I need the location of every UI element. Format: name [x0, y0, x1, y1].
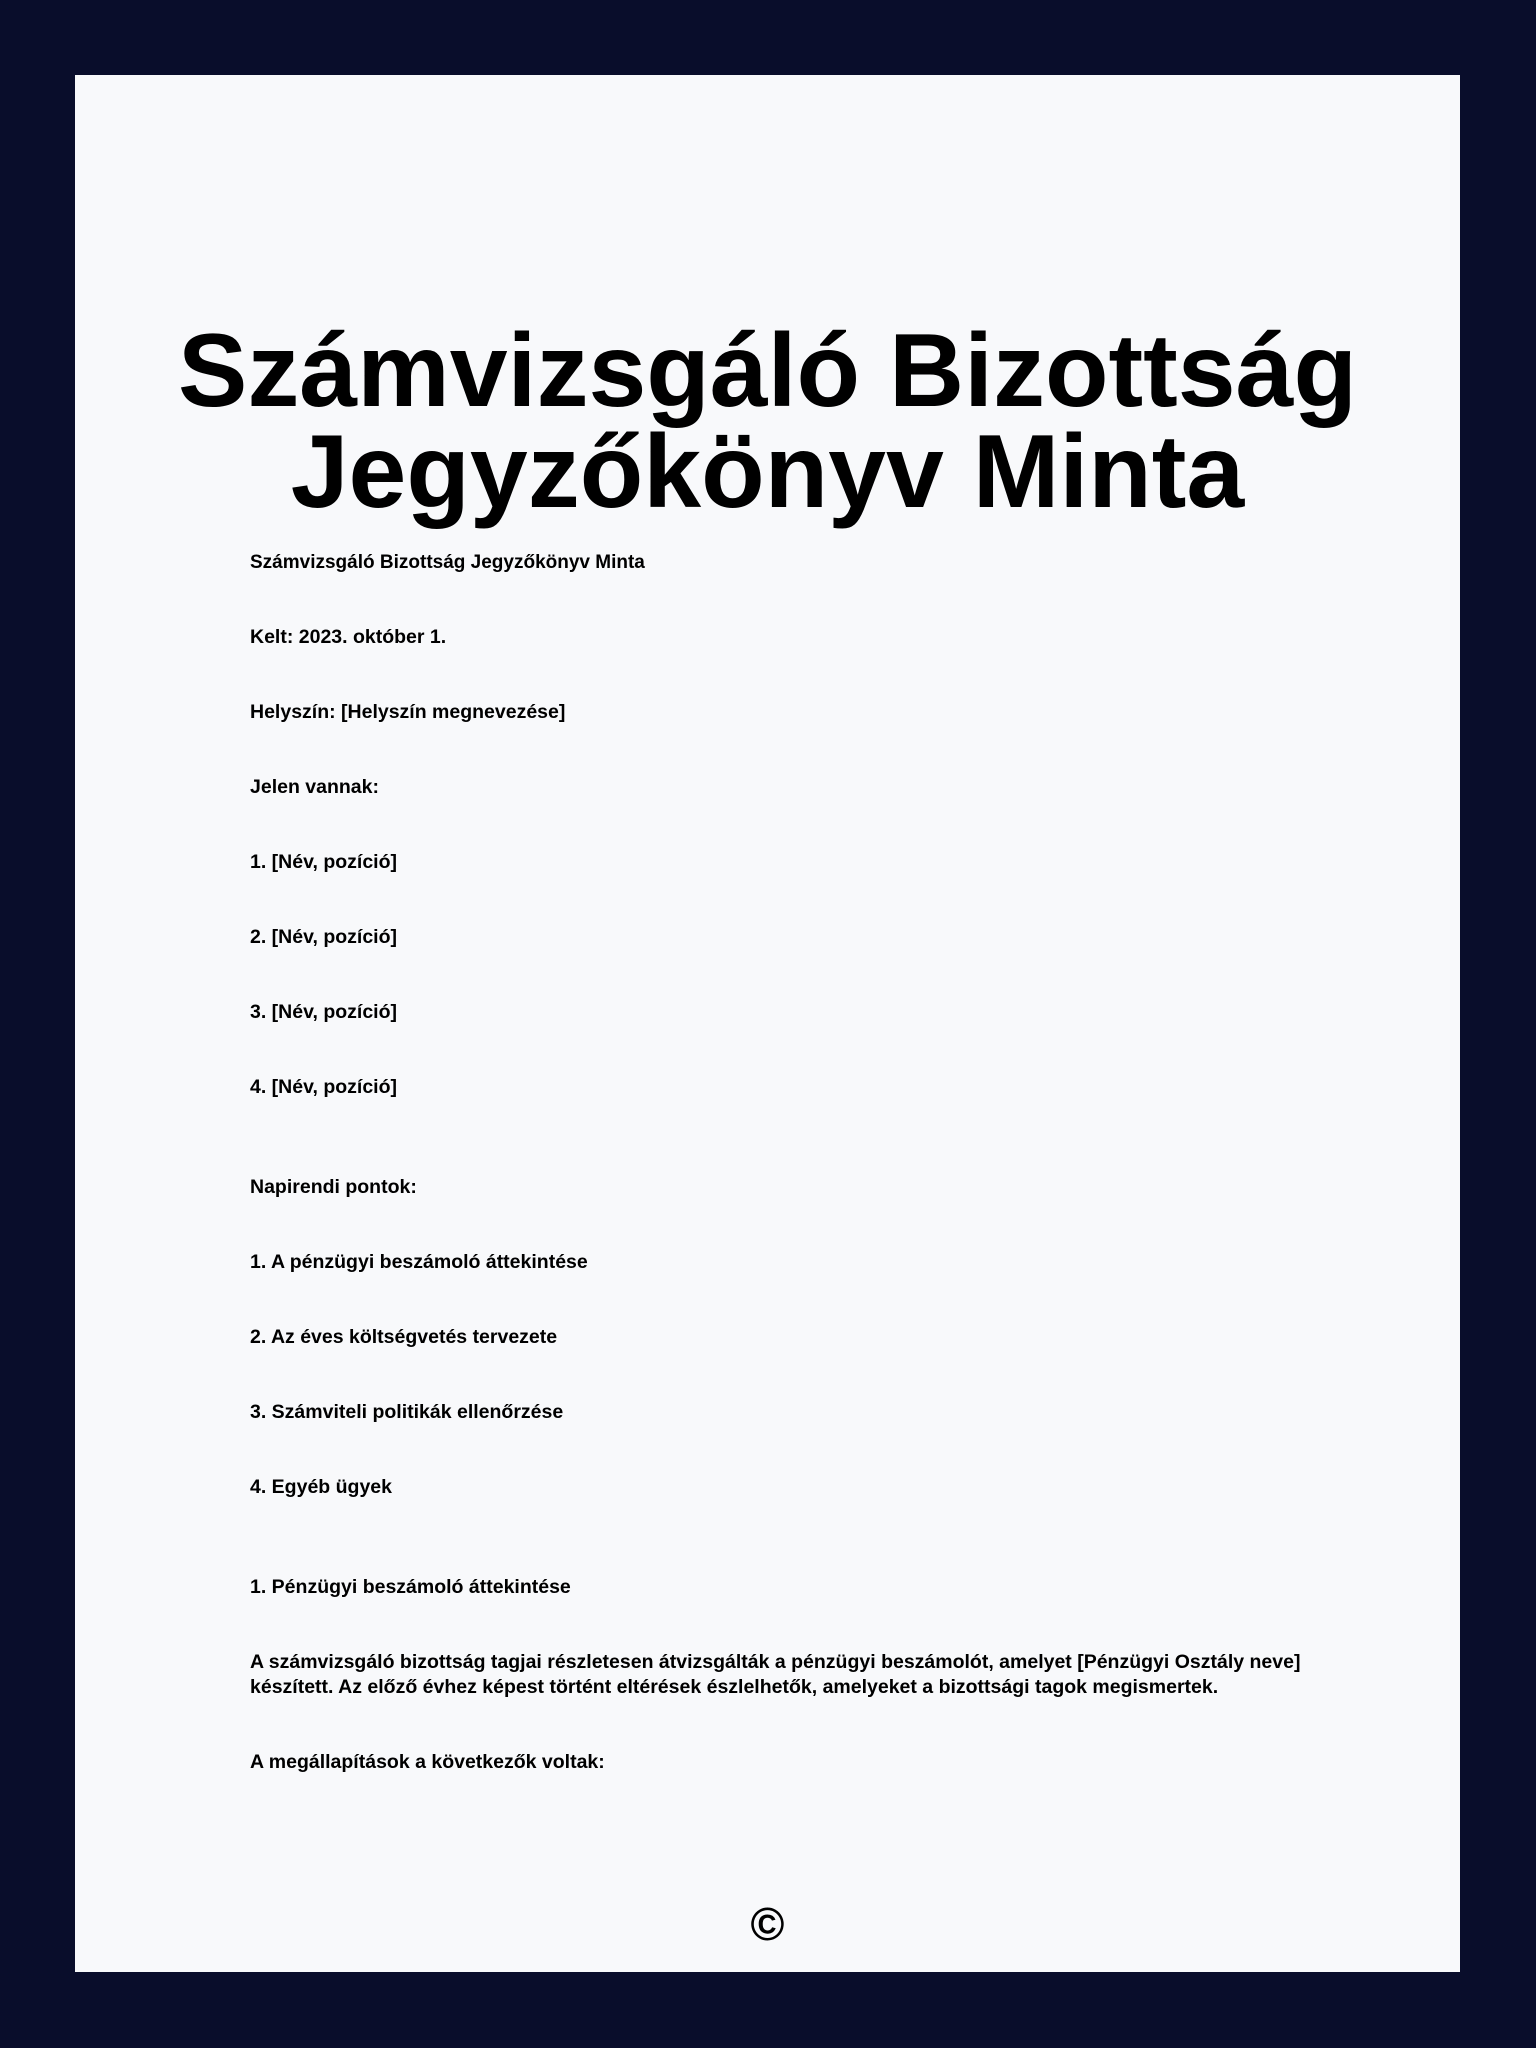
- document-title: [75, 313, 1460, 530]
- agenda-item: 3. Számviteli politikák ellenőrzése: [250, 1401, 564, 1423]
- agenda-item: 4. Egyéb ügyek: [250, 1476, 392, 1498]
- agenda-item: 1. A pénzügyi beszámoló áttekintése: [250, 1251, 588, 1273]
- date-line: Kelt: 2023. október 1.: [250, 626, 447, 648]
- attendee-item: 4. [Név, pozíció]: [250, 1076, 397, 1098]
- attendee-item: 2. [Név, pozíció]: [250, 926, 397, 948]
- attendee-item: 3. [Név, pozíció]: [250, 1001, 397, 1023]
- agenda-item: 2. Az éves költségvetés tervezete: [250, 1326, 558, 1348]
- attendee-item: 1. [Név, pozíció]: [250, 851, 397, 873]
- section-1-heading: 1. Pénzügyi beszámoló áttekintése: [250, 1576, 571, 1598]
- agenda-label: Napirendi pontok:: [250, 1176, 417, 1198]
- document-page: [75, 75, 1460, 1972]
- copyright-icon: ©: [750, 1898, 785, 1950]
- title-line-2: Jegyzőkönyv Minta: [290, 414, 1245, 530]
- document-heading: Számvizsgáló Bizottság Jegyzőkönyv Minta: [250, 552, 645, 573]
- title-line-1: Számvizsgáló Bizottság: [178, 313, 1357, 429]
- section-1-paragraph: A számvizsgáló bizottság tagjai részletesen átvizsgálták a pénzügyi beszámolót, amelyet [Pénzügyi Osztály neve] készített. Az előző évhez képest történt eltérések észlelhetők, amelyeket a bizottsági tagok megismertek.: [250, 1651, 1301, 1698]
- findings-label: A megállapítások a következők voltak:: [250, 1751, 605, 1773]
- present-label: Jelen vannak:: [250, 776, 379, 798]
- location-line: Helyszín: [Helyszín megnevezése]: [250, 701, 566, 723]
